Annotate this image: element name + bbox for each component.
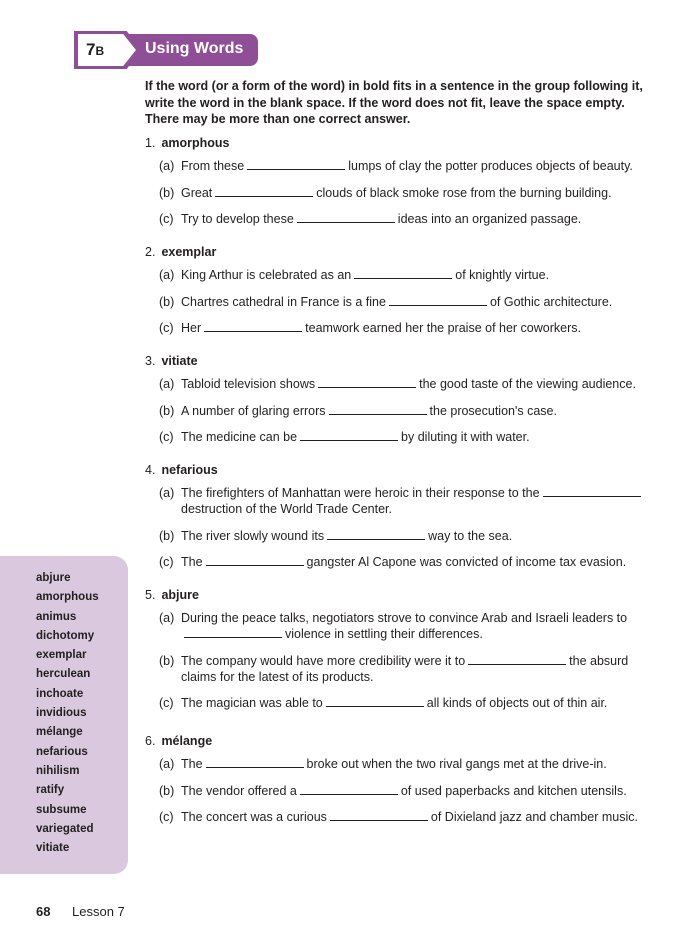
sentence-before: The xyxy=(181,757,203,771)
sentence-letter: (b) xyxy=(159,185,175,200)
item-heading xyxy=(145,245,665,259)
lesson-label: Lesson 7 xyxy=(72,904,125,919)
answer-blank[interactable] xyxy=(206,554,304,566)
sentence xyxy=(159,376,665,392)
word-list-item: inchoate xyxy=(36,687,84,700)
item-number: 4. xyxy=(145,463,156,477)
sentence xyxy=(159,429,665,445)
exercise-item-3 xyxy=(145,354,665,456)
word-list xyxy=(36,569,99,858)
exercise-item-2 xyxy=(145,245,665,347)
section-number xyxy=(86,40,104,60)
sentence-letter: (b) xyxy=(159,528,175,543)
page-number: 68 xyxy=(36,904,51,919)
sentence-letter: (b) xyxy=(159,783,175,798)
sentence-before: Her xyxy=(181,321,202,335)
answer-blank[interactable] xyxy=(206,756,304,768)
sentence-after: ideas into an organized passage. xyxy=(397,212,582,226)
word-list-item: vitiate xyxy=(36,842,70,855)
sentence xyxy=(159,403,665,419)
sentence-letter: (a) xyxy=(159,159,175,173)
word-list-item: dichotomy xyxy=(36,629,95,642)
sentence xyxy=(159,211,665,227)
sentence-letter: (a) xyxy=(159,268,175,282)
sentence-after: teamwork earned her the praise of her coworkers. xyxy=(305,321,581,335)
sentence-after: clouds of black smoke rose from the burning building. xyxy=(316,185,612,200)
exercise-item-4 xyxy=(145,463,665,581)
word-list-item: subsume xyxy=(36,803,87,816)
sentence-before: A number of glaring errors xyxy=(181,403,326,418)
word-list-item: nefarious xyxy=(36,745,88,758)
sentence-before: The medicine can be xyxy=(181,430,298,444)
answer-blank[interactable] xyxy=(389,294,487,306)
exercise-item-1 xyxy=(145,136,665,238)
answer-blank[interactable] xyxy=(329,403,427,415)
sentence-after: lumps of clay the potter produces objects of beauty. xyxy=(348,159,633,173)
answer-blank[interactable] xyxy=(327,528,425,540)
sentence-before: The magician was able to xyxy=(181,696,323,710)
item-number: 3. xyxy=(145,354,156,368)
item-number: 6. xyxy=(145,734,156,748)
answer-blank[interactable] xyxy=(300,429,398,441)
sentence-after: broke out when the two rival gangs met at the drive-in. xyxy=(306,757,607,771)
sentence-letter: (b) xyxy=(159,403,175,418)
item-word: abjure xyxy=(161,588,199,602)
sentence-letter: (c) xyxy=(159,212,174,226)
sentence-letter: (b) xyxy=(159,294,175,309)
sentence-before: King Arthur is celebrated as an xyxy=(181,268,352,282)
sentence-letter: (c) xyxy=(159,321,174,335)
item-heading xyxy=(145,354,665,368)
sentence-letter: (c) xyxy=(159,555,174,569)
sentence-before: Try to develop these xyxy=(181,212,294,226)
sentence-before: The vendor offered a xyxy=(181,783,297,798)
exercise-item-5 xyxy=(145,588,665,722)
sentence-letter: (a) xyxy=(159,611,175,625)
sentence-before: Tabloid television shows xyxy=(181,377,316,391)
answer-blank[interactable] xyxy=(247,158,345,170)
sentence-letter: (c) xyxy=(159,696,174,710)
sentence xyxy=(159,267,665,283)
sentence-letter: (a) xyxy=(159,757,175,771)
sentence-before: The firefighters of Manhattan were heroic in their response to the xyxy=(181,486,540,500)
word-list-item: mélange xyxy=(36,726,83,739)
sentence-after: of knightly virtue. xyxy=(455,268,550,282)
section-number-digit: 7 xyxy=(86,40,96,59)
item-word: amorphous xyxy=(161,136,230,150)
word-list-item: invidious xyxy=(36,707,87,720)
sentence-letter: (a) xyxy=(159,377,175,391)
sentence-after: the absurd claims for the latest of its products. xyxy=(181,653,629,684)
sentence xyxy=(159,783,665,799)
sentence-after: destruction of the World Trade Center. xyxy=(181,502,392,516)
answer-blank[interactable] xyxy=(543,485,641,497)
item-heading xyxy=(145,734,665,748)
answer-blank[interactable] xyxy=(330,809,428,821)
item-heading xyxy=(145,136,665,150)
item-heading xyxy=(145,588,665,602)
answer-blank[interactable] xyxy=(326,695,424,707)
answer-blank[interactable] xyxy=(215,185,313,197)
sentence xyxy=(159,653,665,685)
sentence xyxy=(159,695,665,711)
item-word: mélange xyxy=(161,734,213,748)
sentence xyxy=(159,158,665,174)
sentence xyxy=(159,485,665,517)
sentence xyxy=(159,320,665,336)
sentence-before: The concert was a curious xyxy=(181,810,327,824)
sentence-after: way to the sea. xyxy=(428,528,513,543)
sentence-before: Great xyxy=(181,185,213,200)
word-list-item: exemplar xyxy=(36,649,87,662)
sentence-after: of Dixieland jazz and chamber music. xyxy=(430,810,638,824)
sentence-before: The river slowly wound its xyxy=(181,528,325,543)
word-list-item: herculean xyxy=(36,668,91,681)
sentence xyxy=(159,809,665,825)
word-list-box xyxy=(0,556,128,874)
item-word: nefarious xyxy=(161,463,218,477)
answer-blank[interactable] xyxy=(318,376,416,388)
sentence-before: The xyxy=(181,555,203,569)
sentence-after: the prosecution's case. xyxy=(429,403,557,418)
word-list-item: animus xyxy=(36,610,77,623)
item-heading xyxy=(145,463,665,477)
answer-blank[interactable] xyxy=(297,211,395,223)
word-list-item: ratify xyxy=(36,784,65,797)
sentence-letter: (c) xyxy=(159,430,174,444)
sentence-after: of used paperbacks and kitchen utensils. xyxy=(400,783,627,798)
sentence xyxy=(159,610,665,642)
sentence xyxy=(159,756,665,772)
answer-blank[interactable] xyxy=(184,626,282,638)
sentence-letter: (b) xyxy=(159,653,175,668)
sentence-after: by diluting it with water. xyxy=(401,430,530,444)
exercise-item-6 xyxy=(145,734,665,836)
item-number: 1. xyxy=(145,136,156,150)
sentence xyxy=(159,554,665,570)
word-list-item: abjure xyxy=(36,572,71,584)
sentence-before: During the peace talks, negotiators strove to convince Arab and Israeli leaders to xyxy=(181,611,628,625)
word-list-item: nihilism xyxy=(36,764,80,777)
sentence-letter: (a) xyxy=(159,486,175,500)
sentence-after: gangster Al Capone was convicted of income tax evasion. xyxy=(306,555,627,569)
sentence-letter: (c) xyxy=(159,810,174,824)
sentence xyxy=(159,528,665,544)
section-title: Using Words xyxy=(145,40,244,57)
sentence-after: of Gothic architecture. xyxy=(489,294,613,309)
word-list-item: variegated xyxy=(36,822,94,835)
sentence-after: all kinds of objects out of thin air. xyxy=(426,696,608,710)
sentence-after: the good taste of the viewing audience. xyxy=(419,377,636,391)
answer-blank[interactable] xyxy=(204,320,302,332)
sentence xyxy=(159,185,665,201)
word-list-item: amorphous xyxy=(36,591,99,604)
item-number: 5. xyxy=(145,588,156,602)
item-word: exemplar xyxy=(161,245,217,259)
sentence-before: Chartres cathedral in France is a fine xyxy=(181,294,386,309)
instructions: If the word (or a form of the word) in bold fits in a sentence in the group following it, write the word in the blank space. If the word does not fit, leave the space empty. There may be more than one correct answer. xyxy=(145,79,643,126)
sentence-after: violence in settling their differences. xyxy=(285,627,483,641)
answer-blank[interactable] xyxy=(300,783,398,795)
answer-blank[interactable] xyxy=(354,267,452,279)
section-number-letter: B xyxy=(95,44,105,58)
answer-blank[interactable] xyxy=(468,653,566,665)
item-number: 2. xyxy=(145,245,156,259)
sentence-before: From these xyxy=(181,159,245,173)
sentence-before: The company would have more credibility were it to xyxy=(181,653,466,668)
sentence xyxy=(159,294,665,310)
item-word: vitiate xyxy=(161,354,198,368)
